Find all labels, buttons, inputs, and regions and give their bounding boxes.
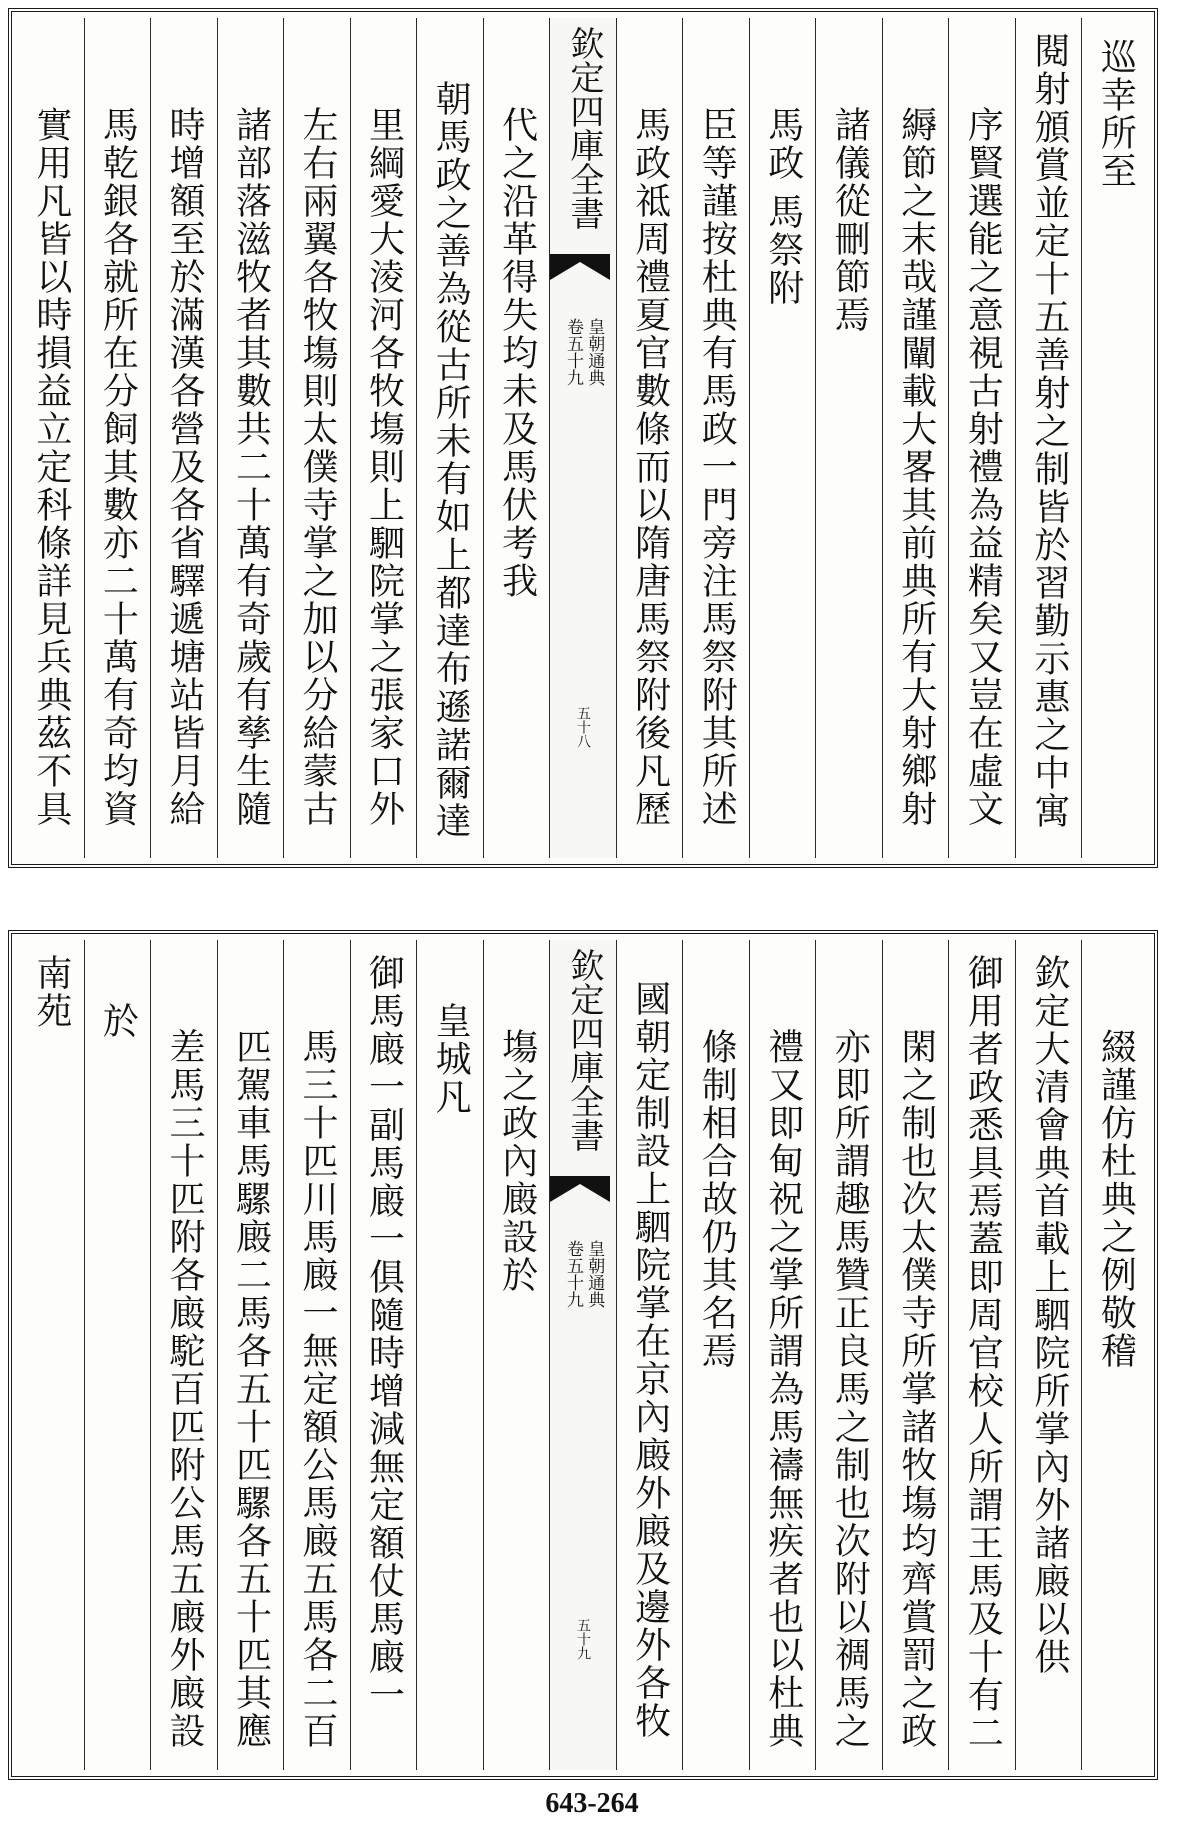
center-fold-column: [549, 18, 616, 858]
text-column: [416, 18, 483, 858]
text-column: [815, 18, 882, 858]
folio-number: 五十八: [574, 706, 591, 748]
top-columns: [18, 18, 1148, 858]
column-text: 閑之制也次太僕寺所掌諸牧塲均齊賞罰之政: [895, 1028, 937, 1750]
text-column: [483, 940, 550, 1770]
column-text: 綴謹仿杜典之例敬稽: [1095, 1028, 1137, 1370]
text-column: [749, 18, 816, 858]
text-column: [283, 18, 350, 858]
column-text: 諸部落滋牧者其數共二十萬有奇歲有孳生隨: [230, 106, 272, 828]
column-text: 禮又即甸祝之掌所謂為馬禱無疾者也以杜典: [762, 1028, 804, 1750]
bottom-page: [8, 930, 1158, 1780]
column-text: 御用者政悉具焉蓋即周官校人所謂王馬及十有二: [962, 954, 1004, 1752]
text-column: [350, 940, 417, 1770]
column-text: 序賢選能之意視古射禮為益精矣又豈在虛文: [962, 106, 1004, 828]
column-text: 時增額至於滿漢各營及各省驛遞塘站皆月給: [163, 106, 205, 828]
text-column: [682, 18, 749, 858]
column-text: 里綱愛大淩河各牧塲則上駟院掌之張家口外: [363, 106, 405, 828]
text-column: [18, 18, 84, 858]
column-text: 匹駕車馬騾廄二馬各五十匹騾各五十匹其應: [230, 1028, 272, 1750]
text-column: [1081, 940, 1148, 1770]
text-column: [616, 940, 683, 1770]
column-text: 差馬三十匹附各廄駝百匹附公馬五廄外廄設: [163, 1028, 205, 1750]
text-column: [283, 940, 350, 1770]
text-column: [616, 18, 683, 858]
column-text: 馬三十匹川馬廄一無定額公馬廄五馬各二百: [297, 1028, 339, 1750]
book-title: 皇朝通典: [584, 1240, 605, 1308]
column-text: 左右兩翼各牧塲則太僕寺掌之加以分給蒙古: [297, 106, 339, 828]
top-page: [8, 8, 1158, 868]
column-text: 縟節之末哉謹闡載大畧其前典所有大射鄉射: [895, 106, 937, 828]
column-text: 南苑: [30, 954, 72, 1030]
page-reference: 643-264: [545, 1788, 639, 1819]
column-text: 條制相合故仍其名焉: [696, 1028, 738, 1370]
text-column: [150, 18, 217, 858]
column-text: 於: [97, 1002, 139, 1040]
book-title: 皇朝通典: [584, 318, 605, 386]
column-text: 馬乾銀各就所在分飼其數亦二十萬有奇均資: [97, 106, 139, 828]
bottom-columns: [18, 940, 1148, 1770]
column-text: 代之沿革得失均未及馬伏考我: [496, 106, 538, 600]
volume-number: 卷五十九: [562, 318, 583, 386]
book-meta: [562, 1240, 605, 1308]
text-column: [682, 940, 749, 1770]
fish-tail-mark-icon: [550, 1176, 610, 1202]
text-column: [815, 940, 882, 1770]
text-column: [150, 940, 217, 1770]
book-header: 欽定四庫全書: [563, 948, 604, 1152]
column-text: 塲之政內廄設於: [496, 1028, 538, 1294]
text-column: [749, 940, 816, 1770]
text-column: [18, 940, 84, 1770]
book-meta: [562, 318, 605, 386]
text-column: [1081, 18, 1148, 858]
text-column: [416, 940, 483, 1770]
column-text: 馬政: [762, 106, 804, 182]
book-header: 欽定四庫全書: [563, 26, 604, 230]
column-text: 皇城凡: [430, 1002, 472, 1116]
text-column: [882, 18, 949, 858]
text-column: [948, 940, 1015, 1770]
column-text: 閱射頒賞並定十五善射之制皆於習勤示惠之中寓: [1028, 32, 1070, 830]
folio-number: 五十九: [574, 1618, 591, 1660]
text-column: [1015, 18, 1082, 858]
fish-tail-mark-icon: [550, 254, 610, 280]
text-column: [217, 18, 284, 858]
text-column: [84, 18, 151, 858]
column-text: 臣等謹按杜典有馬政一門旁注馬祭附其所述: [696, 106, 738, 828]
small-note: 馬祭附: [762, 193, 804, 307]
column-text: 諸儀從刪節焉: [829, 106, 871, 334]
text-column: [483, 18, 550, 858]
text-column: [882, 940, 949, 1770]
column-text: 實用凡皆以時損益立定科條詳見兵典茲不具: [30, 106, 72, 828]
text-column: [84, 940, 151, 1770]
column-text: 欽定大清會典首載上駟院所掌內外諸廄以供: [1028, 954, 1070, 1676]
text-column: [350, 18, 417, 858]
column-text: 亦即所謂趣馬贊正良馬之制也次附以禂馬之: [829, 1028, 871, 1750]
column-text: 御馬廄一副馬廄一俱隨時增減無定額仗馬廄一: [363, 954, 405, 1714]
column-text: 巡幸所至: [1095, 38, 1137, 190]
column-text: 國朝定制設上駟院掌在京內廄外廄及邊外各牧: [629, 980, 671, 1740]
center-fold-column: [549, 940, 616, 1770]
column-text: 馬政祗周禮夏官數條而以隋唐馬祭附後凡歷: [629, 106, 671, 828]
text-column: [948, 18, 1015, 858]
volume-number: 卷五十九: [562, 1240, 583, 1308]
text-column: [1015, 940, 1082, 1770]
text-column: [217, 940, 284, 1770]
column-text: 朝馬政之善為從古所未有如上都達布遜諾爾達: [430, 80, 472, 840]
